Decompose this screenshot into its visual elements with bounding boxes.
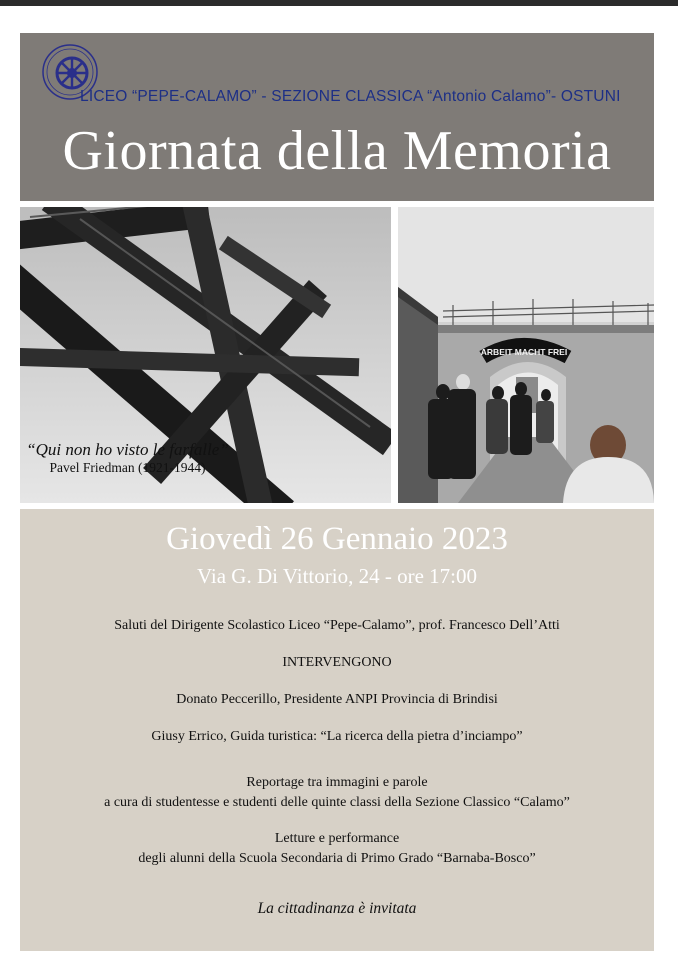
program-line-readings-credits: degli alunni della Scuola Secondaria di Primo Grado “Barnaba-Bosco” bbox=[138, 851, 536, 866]
top-bar bbox=[0, 0, 678, 6]
event-venue-time: Via G. Di Vittorio, 24 - ore 17:00 bbox=[197, 564, 477, 588]
program-line-speaker-2: Giusy Errico, Guida turistica: “La ricerca della pietra d’inciampo” bbox=[151, 729, 523, 744]
program-line-speaker-1: Donato Peccerillo, Presidente ANPI Provincia di Brindisi bbox=[176, 692, 498, 707]
program-line-welcome: Saluti del Dirigente Scolastico Liceo “Pepe-Calamo”, prof. Francesco Dell’Atti bbox=[114, 618, 560, 633]
quote-text: “Qui non ho visto le farfalle” bbox=[26, 440, 229, 459]
program-line-reportage-title: Reportage tra immagini e parole bbox=[246, 775, 428, 790]
page-title: Giornata della Memoria bbox=[62, 120, 612, 182]
camp-gate-photo bbox=[398, 207, 654, 503]
quote-author: Pavel Friedman (1921-1944) bbox=[49, 460, 206, 475]
program-line-speakers-heading: INTERVENGONO bbox=[282, 655, 392, 670]
invitation-text: La cittadinanza è invitata bbox=[257, 900, 417, 917]
camp-gate-image bbox=[398, 207, 654, 503]
school-name: LICEO “PEPE-CALAMO” - SEZIONE CLASSICA “Antonio Calamo”- OSTUNI bbox=[80, 88, 621, 105]
program-line-reportage-credits: a cura di studentesse e studenti delle quinte classi della Sezione Classico “Calamo” bbox=[104, 795, 570, 810]
gate-sign-text: ARBEIT MACHT FREI bbox=[480, 347, 568, 357]
header-banner bbox=[20, 33, 654, 201]
program-line-readings-title: Letture e performance bbox=[274, 831, 400, 846]
star-sculpture-photo bbox=[20, 207, 391, 503]
event-date: Giovedì 26 Gennaio 2023 bbox=[166, 521, 508, 557]
program-panel bbox=[20, 509, 654, 951]
